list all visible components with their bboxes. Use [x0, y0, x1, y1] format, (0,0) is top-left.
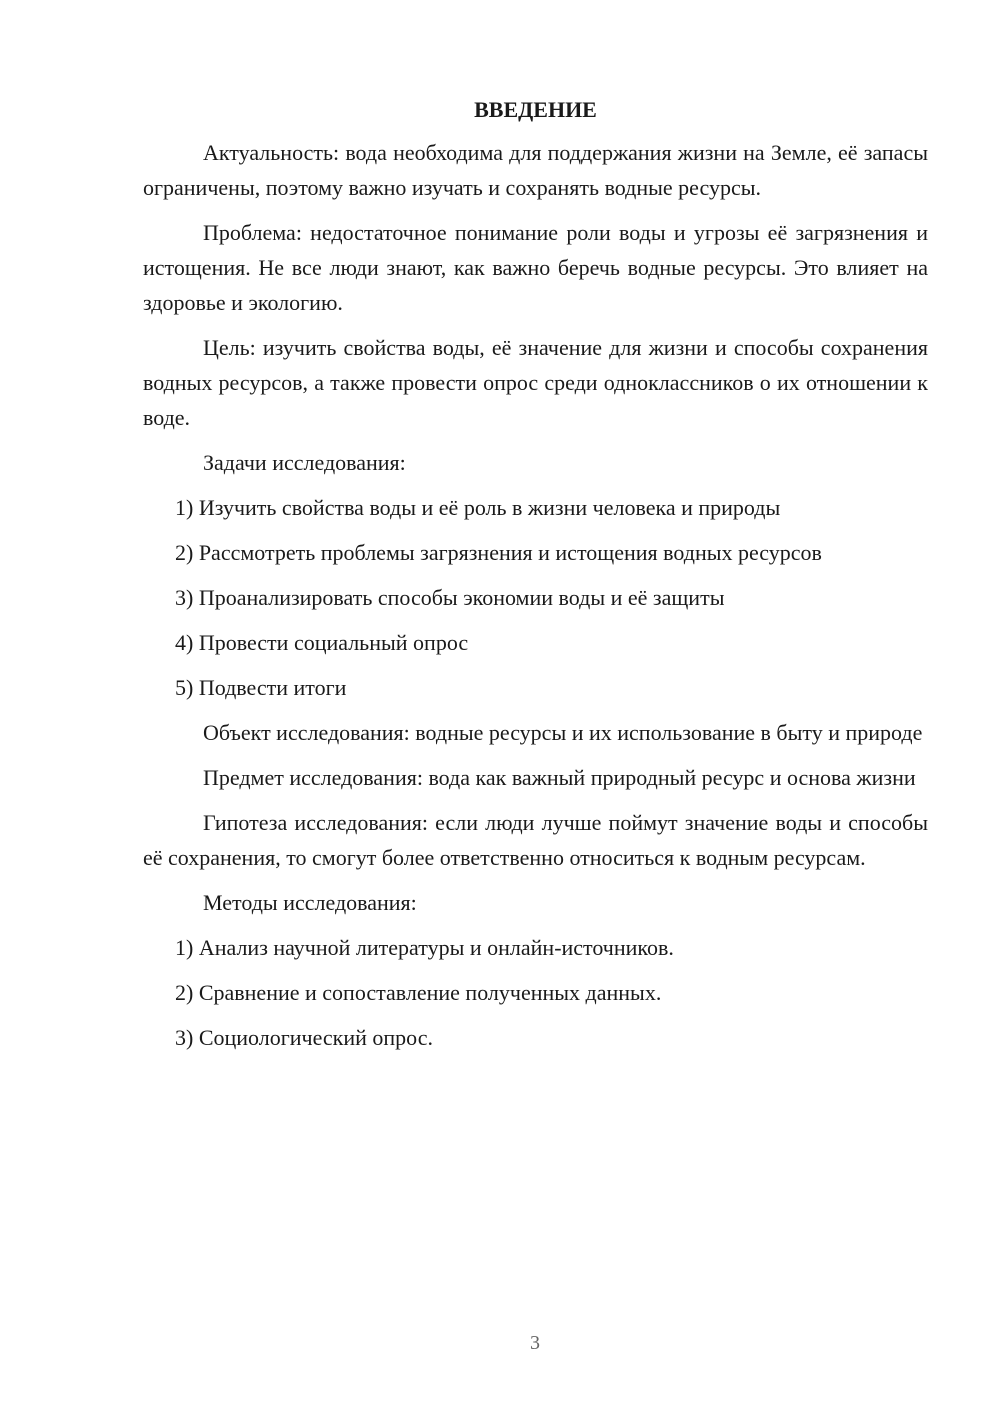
task-item: 3) Проанализировать способы экономии воды и её защиты — [175, 585, 725, 610]
method-item: 2) Сравнение и сопоставление полученных данных. — [175, 980, 662, 1005]
tasks-heading: Задачи исследования: — [203, 450, 406, 475]
hypothesis-paragraph: Гипотеза исследования: если люди лучше поймут значение воды и способы её сохранения, то смогут более ответственно относиться к водным ресурсам. — [143, 810, 928, 870]
tasks-list — [143, 490, 928, 705]
methods-heading: Методы исследования: — [203, 890, 417, 915]
goal-paragraph: Цель: изучить свойства воды, её значение для жизни и способы сохранения водных ресурсов, а также провести опрос среди одноклассников о их отношении к воде. — [143, 335, 928, 430]
methods-list — [143, 930, 928, 1055]
section-title: ВВЕДЕНИЕ — [474, 97, 597, 122]
relevance-paragraph: Актуальность: вода необходима для поддержания жизни на Земле, её запасы ограничены, поэтому важно изучать и сохранять водные ресурсы. — [143, 140, 928, 200]
problem-paragraph: Проблема: недостаточное понимание роли воды и угрозы её загрязнения и истощения. Не все люди знают, как важно беречь водные ресурсы. Это влияет на здоровье и экологию. — [143, 220, 928, 315]
method-item: 3) Социологический опрос. — [175, 1025, 433, 1050]
document-page — [143, 92, 928, 1065]
object-paragraph: Объект исследования: водные ресурсы и их использование в быту и природе — [203, 720, 923, 745]
task-item: 2) Рассмотреть проблемы загрязнения и истощения водных ресурсов — [175, 540, 822, 565]
page-number: 3 — [530, 1332, 540, 1354]
subject-paragraph: Предмет исследования: вода как важный природный ресурс и основа жизни — [203, 765, 916, 790]
method-item: 1) Анализ научной литературы и онлайн-источников. — [175, 935, 674, 960]
task-item: 4) Провести социальный опрос — [175, 630, 469, 655]
task-item: 1) Изучить свойства воды и её роль в жизни человека и природы — [175, 495, 781, 520]
task-item: 5) Подвести итоги — [175, 675, 347, 700]
